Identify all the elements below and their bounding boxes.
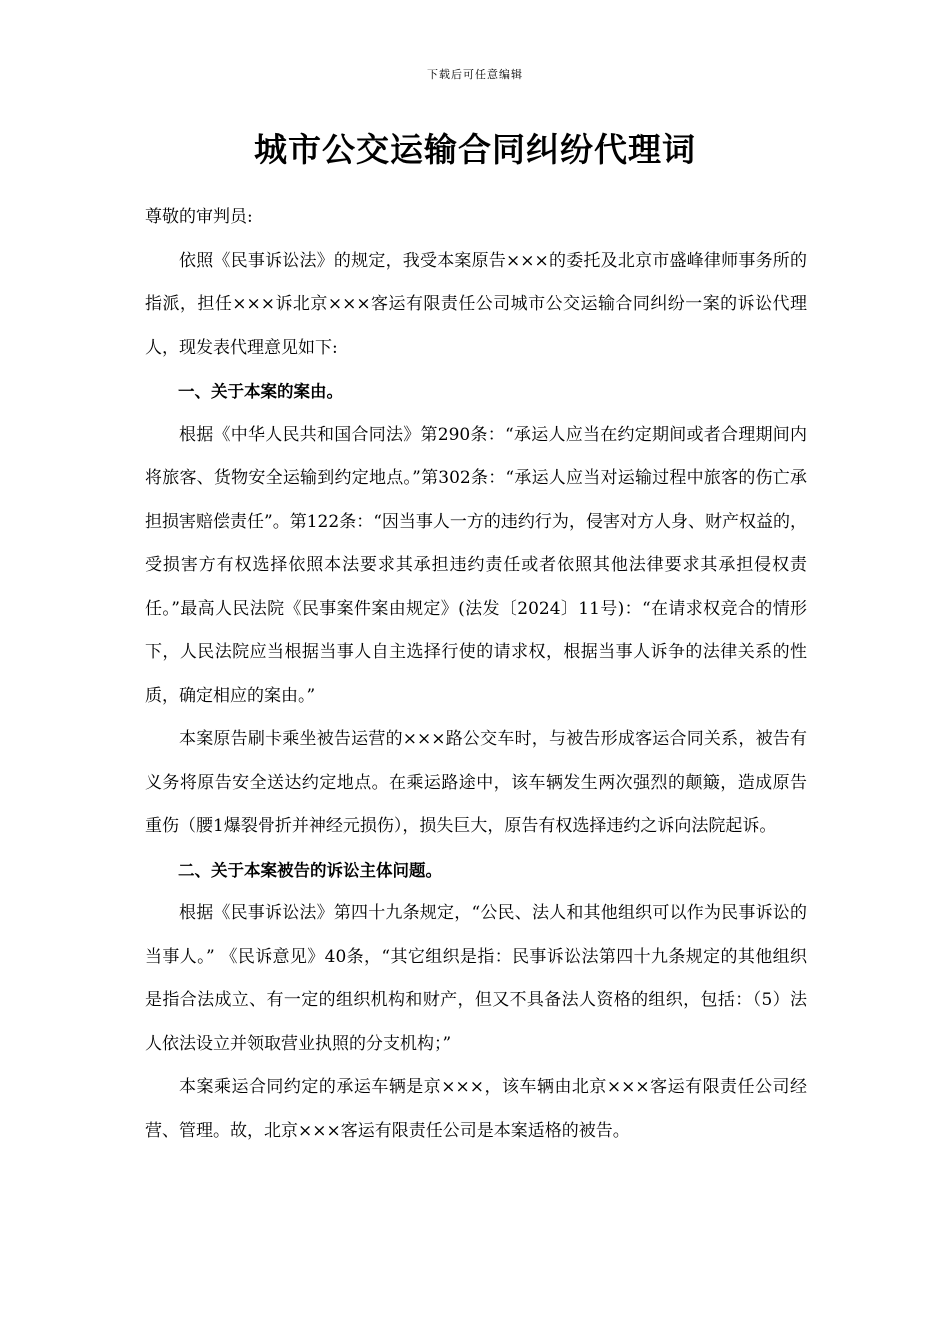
document-body	[145, 196, 807, 1153]
page-header-note: 下载后可任意编辑	[427, 68, 523, 81]
intro-paragraph: 依照《民事诉讼法》的规定，我受本案原告×××的委托及北京市盛峰律师事务所的指派，担任×××诉北京×××客运有限责任公司城市公交运输合同纠纷一案的诉讼代理人，现发表代理意见如下:	[145, 250, 807, 358]
section-heading-1: 一、关于本案的案由。	[178, 382, 343, 401]
body-paragraph: 根据《中华人民共和国合同法》第290条：“承运人应当在约定期间或者合理期间内将旅客、货物安全运输到约定地点。”第302条：“承运人应当对运输过程中旅客的伤亡承担损害赔偿责任”。第122条：“因当事人一方的违约行为，侵害对方人身、财产权益的，受损害方有权选择依照本法要求其承担违约责任或者依照其他法律要求其承担侵权责任。”最高人民法院《民事案件案由规定》(法发〔2024〕11号)：“在请求权竞合的情形下，人民法院应当根据当事人自主选择行使的请求权，根据当事人诉争的法律关系的性质，确定相应的案由。”	[145, 424, 807, 706]
body-paragraph: 本案原告刷卡乘坐被告运营的×××路公交车时，与被告形成客运合同关系，被告有义务将原告安全送达约定地点。在乘运路途中，该车辆发生两次强烈的颠簸，造成原告重伤（腰1爆裂骨折并神经元损伤），损失巨大，原告有权选择违约之诉向法院起诉。	[145, 729, 807, 836]
body-paragraph: 本案乘运合同约定的承运车辆是京×××，该车辆由北京×××客运有限责任公司经营、管理。故，北京×××客运有限责任公司是本案适格的被告。	[145, 1077, 807, 1141]
salutation: 尊敬的审判员:	[145, 207, 253, 227]
section-heading-2: 二、关于本案被告的诉讼主体问题。	[178, 860, 442, 880]
document-title: 城市公交运输合同纠纷代理词	[254, 130, 696, 169]
body-paragraph: 根据《民事诉讼法》第四十九条规定，“公民、法人和其他组织可以作为民事诉讼的当事人。” 《民诉意见》40条，“其它组织是指：民事诉讼法第四十九条规定的其他组织是指合法成立、有一定的组织机构和财产，但又不具备法人资格的组织，包括：（5）法人依法设立并领取营业执照的分支机构；”	[145, 903, 807, 1054]
